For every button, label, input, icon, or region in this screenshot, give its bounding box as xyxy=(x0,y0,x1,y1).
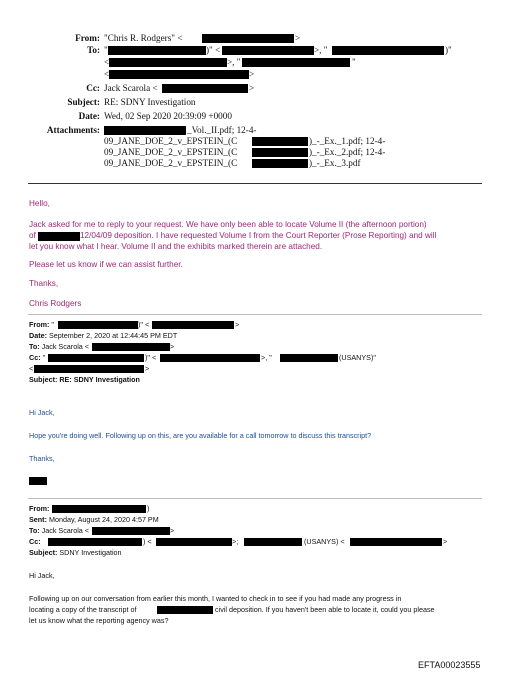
redaction xyxy=(202,34,294,43)
reply-paragraph-1: Jack asked for me to reply to your request. We have only been able to locate Volume II (the afternoon portion) xyxy=(29,220,427,229)
attachment-1[interactable]: _Vol._II.pdf; 12-4- xyxy=(187,125,257,135)
msg2-greeting: Hi Jack, xyxy=(29,408,55,417)
msg3-from-label: From: xyxy=(29,504,50,513)
subject-label: Subject: xyxy=(67,97,100,107)
msg2-subject: RE: SDNY Investigation xyxy=(59,375,140,384)
redaction xyxy=(92,343,170,351)
from-value: "Chris R. Rodgers" < xyxy=(104,33,183,43)
redaction xyxy=(252,148,308,157)
msg2-date: September 2, 2020 at 12:44:45 PM EDT xyxy=(48,331,178,340)
msg3-greeting: Hi Jack, xyxy=(29,571,55,580)
attachment-3[interactable]: 09_JANE_DOE_2_v_EPSTEIN_(C xyxy=(104,147,238,157)
attachments-label: Attachments: xyxy=(46,125,100,135)
redaction xyxy=(52,505,146,513)
redaction xyxy=(160,354,260,362)
msg2-body: Hope you're doing well. Following up on this, are you available for a call tomorrow to discuss this transcript? xyxy=(29,431,372,440)
redaction xyxy=(157,606,213,614)
redaction xyxy=(108,46,206,55)
msg3-sent: Monday, August 24, 2020 4:57 PM xyxy=(48,515,159,524)
reply-paragraph-2: Please let us know if we can assist further. xyxy=(29,260,183,269)
redaction xyxy=(152,321,234,329)
subject-value: RE: SDNY Investigation xyxy=(104,97,196,107)
quote-divider xyxy=(28,314,482,315)
attachment-2[interactable]: 09_JANE_DOE_2_v_EPSTEIN_(C xyxy=(104,136,238,146)
document-page: From: "Chris R. Rodgers" < > To: " )" < >, " )" < >, " " < > Cc: Jack Scarola < > Subject: RE: SDNY Investigation Date: Wed, 02 Sep 2020 20:39:09 +0000 Attachments: _Vol._II.pdf; 12-4- 09_JANE_DOE_2_v_EPSTEIN_(C )_-_Ex._1.pdf; 12-4- 09_JANE_DOE_2_v_EPSTEIN_(C )_-_Ex._2.pdf; 12-4- 09_JANE_DOE_2_v_EPSTEIN_(C )_-_Ex._3.pdf Hello, Jack asked for me to reply to your request. We have only been able to locate Volume II (the afternoon portion) of 12/04/09 deposition. I have requested Volume I from the Court Reporter (Prose Reporting) and will let you know what I hear. Volume II and the exhibits marked therein are attached. Please let us know if we can assist further. Thanks, Chris Rodgers From: " )" < > Date: September 2, 2020 at 12:44:45 PM EDT To: Jack Scarola < > Cc: " )" < >, " (USANYS)" < > Subject: RE: SDNY Investigation Hi Jack, Hope you're doing well. Following up on this, are you available for a call tomorrow to discuss this transcript? Thanks, From: ) Sent: Monday, August 24, 2020 4:57 PM To: Jack Scarola < > Cc: ) < >; (USANYS) < > Subject: SDNY Investigation Hi Jack, Following up on our conversation from earlier this month, I wanted to check in to see if you had made any progress in locating a copy of the transcript of civil deposition. If you haven't been able to locate it, could you please let us know what the reporting agency was? EFTA00023555 xyxy=(29,33,481,670)
redaction xyxy=(104,126,186,135)
cc-value: Jack Scarola < xyxy=(104,83,158,93)
msg2-from-label: From: xyxy=(29,320,50,329)
date-label: Date: xyxy=(78,111,100,121)
bates-number: EFTA00023555 xyxy=(418,660,481,670)
reply-signature: Chris Rodgers xyxy=(29,299,82,308)
redaction xyxy=(34,365,144,373)
from-label: From: xyxy=(75,33,100,43)
redaction xyxy=(48,538,142,546)
redaction xyxy=(280,354,338,362)
reply-thanks: Thanks, xyxy=(29,279,59,288)
msg3-subject: SDNY Investigation xyxy=(59,548,122,557)
msg3-line-1: Following up on our conversation from earlier this month, I wanted to check in to see if you had made any progress in xyxy=(29,594,402,603)
reply-greeting: Hello, xyxy=(29,199,50,208)
redaction xyxy=(222,46,314,55)
redaction xyxy=(156,538,232,546)
redaction xyxy=(252,159,308,168)
attachment-4[interactable]: 09_JANE_DOE_2_v_EPSTEIN_(C xyxy=(104,158,238,168)
redaction xyxy=(350,538,442,546)
redaction xyxy=(252,137,308,146)
redaction xyxy=(48,354,144,362)
cc-label: Cc: xyxy=(86,83,100,93)
redaction xyxy=(109,58,227,67)
header-divider xyxy=(28,183,482,184)
quote-divider-2 xyxy=(28,498,482,499)
redaction xyxy=(332,46,444,55)
date-value: Wed, 02 Sep 2020 20:39:09 +0000 xyxy=(104,111,232,121)
redaction xyxy=(58,321,138,329)
redaction xyxy=(244,538,302,546)
redaction xyxy=(109,70,249,79)
redaction xyxy=(162,84,248,93)
to-label: To: xyxy=(87,45,100,55)
redaction xyxy=(92,527,170,535)
redaction xyxy=(29,477,47,485)
redaction xyxy=(38,232,80,241)
redaction xyxy=(242,58,350,67)
msg2-thanks: Thanks, xyxy=(29,454,55,463)
